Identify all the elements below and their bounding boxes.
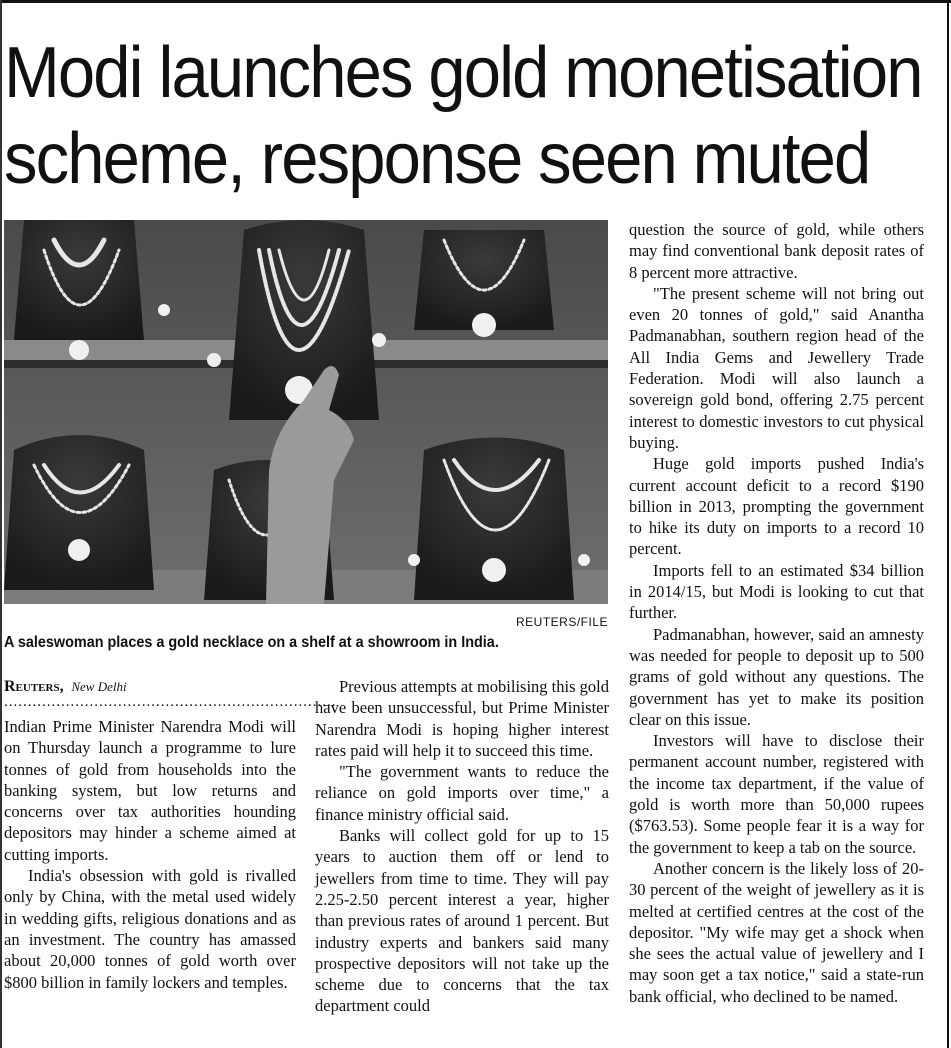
paragraph: Investors will have to disclose their permanent account number, registered with the income tax department, if the value of gold is worth more than 50,000 rupees ($763.53). Some people fear it is a way for the government to keep a tab on the source. bbox=[629, 731, 924, 857]
paragraph: Previous attempts at mobilising this gold have been unsuccessful, but Prime Minister Narendra Modi is hoping higher interest rates paid will help it to succeed this time. bbox=[315, 677, 609, 760]
article-column-1 bbox=[4, 716, 296, 993]
right-rule bbox=[947, 0, 949, 1048]
paragraph: "The government wants to reduce the reliance on gold imports over time," a finance ministry official said. bbox=[315, 762, 609, 824]
headline-line-2: scheme, response seen muted bbox=[4, 119, 870, 199]
byline-agency: Reuters, bbox=[4, 678, 64, 695]
paragraph: "The present scheme will not bring out even 20 tonnes of gold," said Anantha Padmanabhan, southern region head of the All India Gems and Jewellery Trade Federation. Modi will also launch a sovereign gold bond, offering 2.75 percent interest to domestic investors to cut physical buying. bbox=[629, 283, 924, 452]
paragraph-continued: question the source of gold, while others may find conventional bank deposit rates of 8 percent more attractive. bbox=[629, 220, 924, 282]
photo-caption: A saleswoman places a gold necklace on a shelf at a showroom in India. bbox=[4, 634, 499, 651]
paragraph: Padmanabhan, however, said an amnesty was needed for people to deposit up to 500 grams of gold without any questions. The government has yet to make its position clear on this issue. bbox=[629, 624, 924, 729]
necklace-display-illustration bbox=[4, 220, 608, 604]
paragraph: Another concern is the likely loss of 20-30 percent of the weight of jewellery as it is melted at certified centres at the cost of the depositor. "My wife may get a shock when she sees the actual value of jewellery and I may soon get a tax notice," said a state-run bank official, who declined to be named. bbox=[629, 858, 924, 1006]
article-column-2 bbox=[315, 676, 609, 1017]
top-rule bbox=[0, 0, 951, 3]
left-rule bbox=[0, 0, 2, 1048]
paragraph: Huge gold imports pushed India's current account deficit to a record $190 billion in 2013, prompting the government to hike its duty on imports to a record 10 percent. bbox=[629, 454, 924, 559]
article-column-3 bbox=[629, 219, 924, 1007]
paragraph: India's obsession with gold is rivalled only by China, with the metal used widely in wedding gifts, religious donations and as an investment. The country has amassed about 20,000 tonnes of gold worth over $800 billion in family lockers and temples. bbox=[4, 866, 296, 992]
paragraph: Imports fell to an estimated $34 billion in 2014/15, but Modi is looking to cut that further. bbox=[629, 560, 924, 623]
paragraph: Indian Prime Minister Narendra Modi will on Thursday launch a programme to lure tonnes of gold from households into the banking system, but low returns and concerns over tax authorities hounding depositors may hinder a scheme aimed at cutting imports. bbox=[4, 717, 296, 864]
jewellery-photo bbox=[4, 220, 608, 604]
paragraph: Banks will collect gold for up to 15 years to auction them off or lend to jewellers from time to time. They will pay 2.25-2.50 percent interest a year, higher than previous rates of around 1 percent. But industry experts and bankers said many prospective depositors will not take up the scheme due to concerns that the tax department could bbox=[315, 826, 609, 1016]
headline bbox=[4, 30, 922, 202]
byline-divider: ...................................................................... bbox=[4, 694, 337, 710]
photo-credit: REUTERS/FILE bbox=[515, 615, 608, 629]
headline-line-1: Modi launches gold monetisation bbox=[4, 33, 922, 113]
byline-place: New Delhi bbox=[71, 679, 127, 694]
